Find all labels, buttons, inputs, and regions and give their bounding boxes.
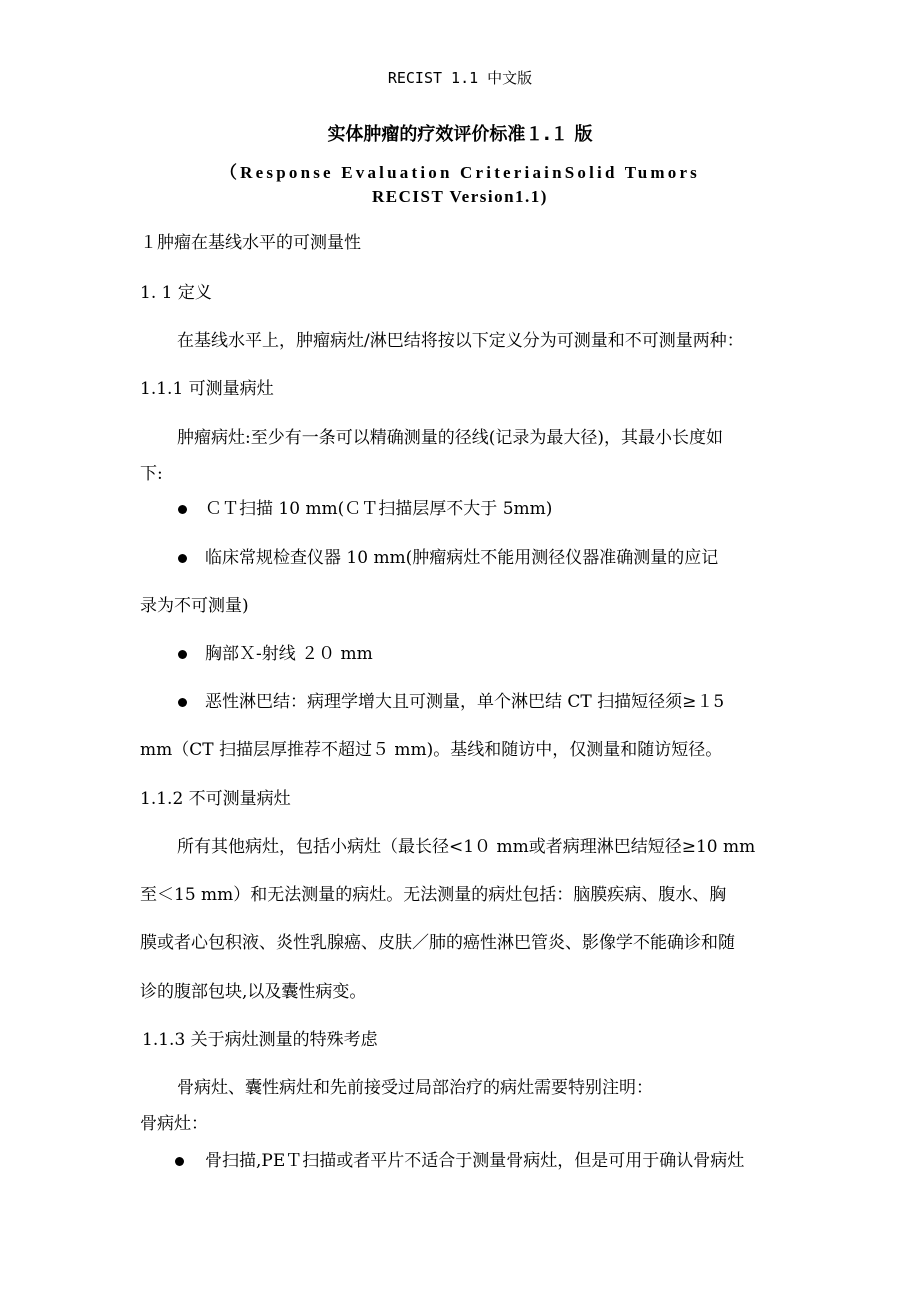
paragraph-measurable-line1: 肿瘤病灶:至少有一条可以精确测量的径线(记录为最大径)，其最小长度如 — [177, 428, 723, 448]
bullet-icon — [178, 505, 187, 514]
document-title: 实体肿瘤的疗效评价标准１.１ 版 — [327, 124, 593, 145]
page-header: RECIST 1.1 中文版 — [387, 69, 533, 87]
paragraph-measurable-line2: 下: — [140, 464, 163, 484]
document-subtitle-line2: RECIST Version1.1) — [372, 187, 548, 206]
paragraph-special: 骨病灶、囊性病灶和先前接受过局部治疗的病灶需要特别注明： — [177, 1078, 653, 1098]
section-heading-1-1-3: 1.1.3 关于病灶测量的特殊考虑 — [142, 1030, 378, 1050]
section-heading-1-1-1: 1.1.1 可测量病灶 — [140, 379, 274, 399]
bullet-ct-scan: ＣＴ扫描 10 mm(ＣＴ扫描层厚不大于 5mm) — [205, 499, 553, 519]
bullet-icon — [178, 554, 187, 563]
bullet-clinical-line1: 临床常规检查仪器 10 mm(肿瘤病灶不能用测径仪器准确测量的应记 — [205, 548, 719, 568]
paragraph-nonmeasurable-line2: 至＜15 mm）和无法测量的病灶。无法测量的病灶包括：脑膜疾病、腹水、胸 — [140, 885, 727, 905]
paragraph-nonmeasurable-line3: 膜或者心包积液、炎性乳腺癌、皮肤／肺的癌性淋巴管炎、影像学不能确诊和随 — [140, 933, 735, 953]
bullet-icon — [178, 698, 187, 707]
paragraph-definition: 在基线水平上，肿瘤病灶/淋巴结将按以下定义分为可测量和不可测量两种： — [177, 331, 744, 351]
section-heading-1-1-2: 1.1.2 不可测量病灶 — [140, 789, 291, 809]
bullet-icon — [178, 650, 187, 659]
section-heading-1: １肿瘤在基线水平的可测量性 — [140, 233, 361, 253]
bullet-chest-xray: 胸部Ｘ-射线 ２０ mm — [205, 644, 373, 664]
bullet-icon — [175, 1157, 184, 1166]
bone-lesion-label: 骨病灶： — [140, 1114, 208, 1134]
document-subtitle-line1: （Response Evaluation CriteriainSolid Tumors — [219, 163, 700, 182]
paragraph-nonmeasurable-line1: 所有其他病灶，包括小病灶（最长径<1０ mm或者病理淋巴结短径≥10 mm — [177, 837, 756, 857]
bullet-lymph-line1: 恶性淋巴结：病理学增大且可测量，单个淋巴结 CT 扫描短径须≥１5 — [205, 692, 725, 712]
bullet-bone-scan: 骨扫描,PEＴ扫描或者平片不适合于测量骨病灶，但是可用于确认骨病灶 — [205, 1151, 745, 1171]
section-heading-1-1: 1. 1 定义 — [140, 283, 212, 303]
bullet-lymph-line2: mm（CT 扫描层厚推荐不超过５ mm)。基线和随访中，仅测量和随访短径。 — [140, 740, 723, 760]
bullet-clinical-line2: 录为不可测量) — [140, 596, 249, 616]
paragraph-nonmeasurable-line4: 诊的腹部包块,以及囊性病变。 — [140, 982, 367, 1002]
